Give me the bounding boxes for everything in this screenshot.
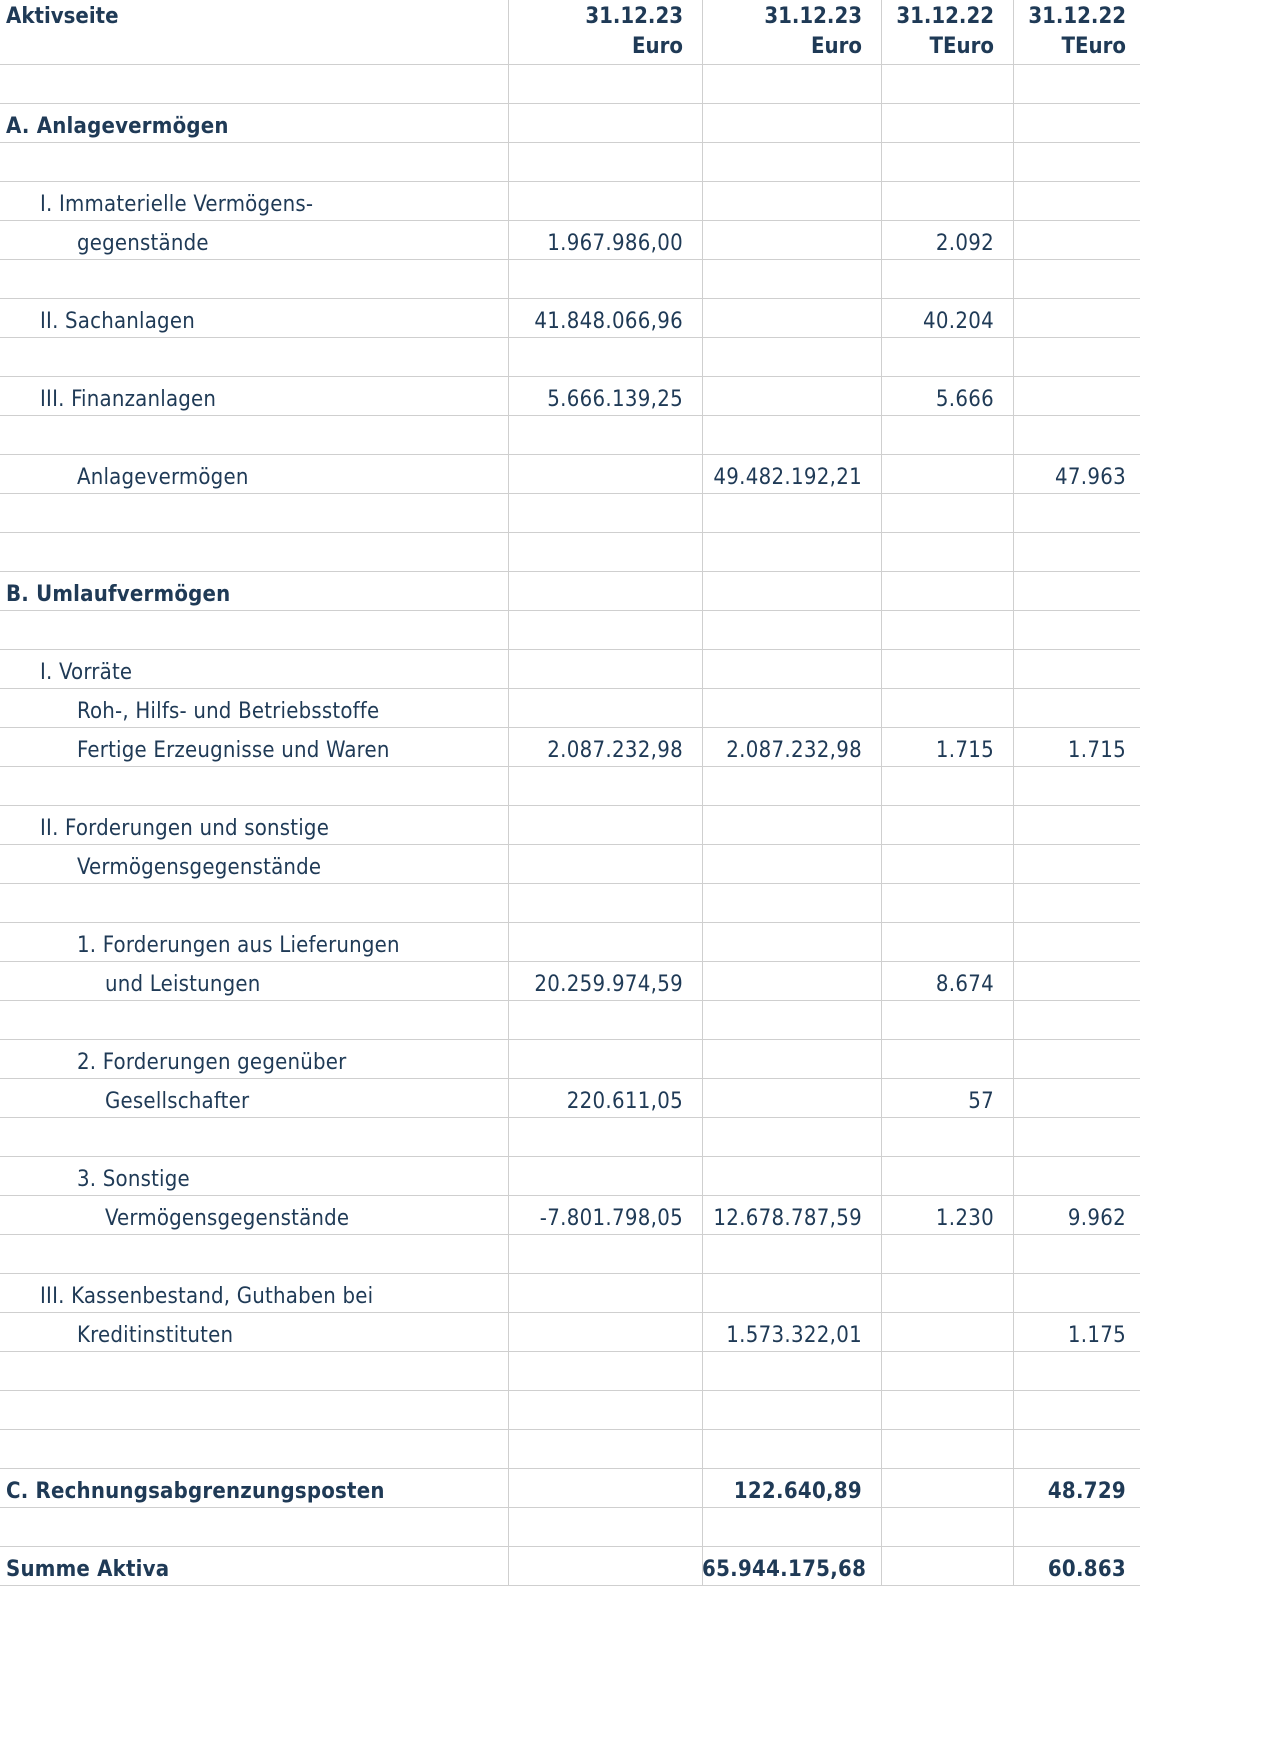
cell-value-col2: 1.573.322,01: [726, 1323, 862, 1348]
cell-value-col4: [1013, 923, 1126, 961]
cell-value-col4: [1013, 884, 1126, 922]
cell-value-col1: [508, 689, 683, 727]
cell-value-col2: [702, 1391, 862, 1429]
table-row: [0, 923, 1140, 962]
cell-value-col4: [1013, 689, 1126, 727]
cell-value-col4: [1013, 1274, 1126, 1312]
cell-value-col2: [702, 1508, 862, 1546]
cell-value-col2: [702, 650, 862, 688]
row-label: II. Forderungen und sonstige: [40, 816, 330, 841]
table-row: [0, 221, 1140, 260]
cell-value-col3: [881, 1157, 994, 1195]
cell-value-col2: [702, 1079, 862, 1117]
cell-value-col3: [881, 1118, 994, 1156]
cell-value-col1: [508, 104, 683, 142]
column-header-date: 31.12.22: [1028, 4, 1126, 29]
table-row: [0, 299, 1140, 338]
cell-value-col2: [702, 611, 862, 649]
cell-value-col4: [1013, 221, 1126, 259]
cell-value-col3: [881, 572, 994, 610]
row-label: III. Kassenbestand, Guthaben bei: [40, 1284, 374, 1309]
table-row: [0, 962, 1140, 1001]
cell-value-col2: [702, 884, 862, 922]
cell-value-col3: [881, 1040, 994, 1078]
cell-value-col2: [702, 1352, 862, 1390]
cell-value-col2: [702, 923, 862, 961]
cell-value-col3: 5.666: [935, 387, 994, 412]
table-row-spacer: [0, 1001, 1140, 1040]
cell-value-col4: [1013, 650, 1126, 688]
row-label: Roh-, Hilfs- und Betriebsstoffe: [77, 699, 380, 724]
table-row-spacer: [0, 1508, 1140, 1547]
cell-value-col3: [881, 1235, 994, 1273]
row-label: II. Sachanlagen: [40, 309, 195, 334]
cell-value-col4: [1013, 1430, 1126, 1468]
cell-value-col4: 9.962: [1067, 1206, 1126, 1231]
row-label: A. Anlagevermögen: [6, 114, 229, 139]
cell-value-col2: 49.482.192,21: [713, 465, 862, 490]
cell-value-col1: [508, 650, 683, 688]
cell-value-col4: 48.729: [1047, 1479, 1126, 1504]
row-label: Anlagevermögen: [77, 465, 249, 490]
table-row: [0, 572, 1140, 611]
cell-value-col4: [1013, 1040, 1126, 1078]
cell-value-col2: [702, 260, 862, 298]
table-row-spacer: [0, 494, 1140, 533]
table-row: [0, 377, 1140, 416]
cell-value-col3: [881, 533, 994, 571]
cell-value-col3: 1.230: [935, 1206, 994, 1231]
cell-value-col2: 12.678.787,59: [713, 1206, 862, 1231]
cell-value-col3: [881, 1274, 994, 1312]
cell-value-col4: [1013, 1391, 1126, 1429]
cell-value-col2: [702, 1040, 862, 1078]
cell-value-col4: [1013, 338, 1126, 376]
cell-value-col1: [508, 1352, 683, 1390]
cell-value-col4: [1013, 1235, 1126, 1273]
cell-value-col2: [702, 182, 862, 220]
cell-value-col1: 1.967.986,00: [547, 231, 683, 256]
column-header-1: [508, 2, 683, 62]
cell-value-col3: [881, 416, 994, 454]
cell-value-col2: [702, 572, 862, 610]
cell-value-col1: [508, 1274, 683, 1312]
cell-value-col4: [1013, 416, 1126, 454]
cell-value-col2: [702, 143, 862, 181]
cell-value-col1: [508, 182, 683, 220]
cell-value-col4: [1013, 572, 1126, 610]
cell-value-col4: [1013, 767, 1126, 805]
table-row-spacer: [0, 1391, 1140, 1430]
cell-value-col2: [702, 494, 862, 532]
cell-value-col3: [881, 1313, 994, 1351]
table-row: [0, 1469, 1140, 1508]
cell-value-col4: [1013, 1079, 1126, 1117]
cell-value-col1: [508, 1391, 683, 1429]
cell-value-col4: [1013, 1001, 1126, 1039]
cell-value-col1: [508, 416, 683, 454]
cell-value-col1: -7.801.798,05: [539, 1206, 683, 1231]
cell-value-col2: [702, 533, 862, 571]
column-header-4: [1013, 2, 1126, 62]
cell-value-col2: 65.944.175,68: [702, 1557, 867, 1582]
cell-value-col4: [1013, 299, 1126, 337]
cell-value-col3: [881, 689, 994, 727]
cell-value-col4: [1013, 65, 1126, 103]
cell-value-col3: [881, 767, 994, 805]
cell-value-col3: 1.715: [935, 738, 994, 763]
table-row-spacer: [0, 1430, 1140, 1469]
cell-value-col2: [702, 1235, 862, 1273]
cell-value-col4: [1013, 533, 1126, 571]
cell-value-col4: [1013, 962, 1126, 1000]
row-label: gegenstände: [77, 231, 209, 256]
column-header-2: [702, 2, 862, 62]
cell-value-col1: [508, 260, 683, 298]
table-row-spacer: [0, 416, 1140, 455]
row-label: C. Rechnungsabgrenzungsposten: [6, 1479, 385, 1504]
column-header-3: [881, 2, 994, 62]
cell-value-col1: [508, 1430, 683, 1468]
table-row: [0, 1274, 1140, 1313]
row-label: III. Finanzanlagen: [40, 387, 217, 412]
cell-value-col4: [1013, 143, 1126, 181]
row-label: 3. Sonstige: [77, 1167, 190, 1192]
table-row-spacer: [0, 884, 1140, 923]
cell-value-col2: [702, 416, 862, 454]
cell-value-col3: [881, 923, 994, 961]
row-label: Vermögensgegenstände: [77, 855, 322, 880]
cell-value-col2: [702, 806, 862, 844]
table-row-spacer: [0, 65, 1140, 104]
cell-value-col2: [702, 1430, 862, 1468]
cell-value-col1: [508, 611, 683, 649]
cell-value-col3: [881, 182, 994, 220]
cell-value-col3: 57: [968, 1089, 994, 1114]
cell-value-col1: [508, 845, 683, 883]
cell-value-col1: [508, 1118, 683, 1156]
table-row-spacer: [0, 260, 1140, 299]
column-header-date: 31.12.22: [896, 4, 994, 29]
cell-value-col1: [508, 338, 683, 376]
column-header-unit: Euro: [632, 34, 683, 59]
cell-value-col4: [1013, 260, 1126, 298]
table-title: Aktivseite: [6, 4, 119, 29]
cell-value-col4: [1013, 1508, 1126, 1546]
cell-value-col2: [702, 299, 862, 337]
cell-value-col1: [508, 1235, 683, 1273]
table-row: [0, 806, 1140, 845]
cell-value-col2: [702, 104, 862, 142]
cell-value-col3: [881, 65, 994, 103]
cell-value-col4: 47.963: [1054, 465, 1126, 490]
cell-value-col2: 2.087.232,98: [726, 738, 862, 763]
table-row-spacer: [0, 1352, 1140, 1391]
cell-value-col1: [508, 455, 683, 493]
cell-value-col2: [702, 1001, 862, 1039]
column-header-unit: TEuro: [1061, 34, 1126, 59]
cell-value-col1: [508, 923, 683, 961]
table-row: [0, 455, 1140, 494]
table-row: [0, 1547, 1140, 1586]
cell-value-col3: [881, 845, 994, 883]
cell-value-col1: [508, 533, 683, 571]
cell-value-col4: [1013, 494, 1126, 532]
column-header-unit: TEuro: [929, 34, 994, 59]
cell-value-col4: [1013, 377, 1126, 415]
cell-value-col3: [881, 884, 994, 922]
cell-value-col2: [702, 221, 862, 259]
cell-value-col3: [881, 1469, 994, 1507]
row-label: I. Immaterielle Vermögens-: [40, 192, 314, 217]
table-row: [0, 104, 1140, 143]
cell-value-col1: [508, 767, 683, 805]
row-label: 2. Forderungen gegenüber: [77, 1050, 347, 1075]
table-row: [0, 1157, 1140, 1196]
cell-value-col4: [1013, 1157, 1126, 1195]
table-row-spacer: [0, 143, 1140, 182]
table-row-spacer: [0, 338, 1140, 377]
cell-value-col3: 8.674: [935, 972, 994, 997]
cell-value-col3: [881, 338, 994, 376]
column-header-date: 31.12.23: [764, 4, 862, 29]
table-row: [0, 845, 1140, 884]
cell-value-col1: [508, 1313, 683, 1351]
row-label: Gesellschafter: [105, 1089, 250, 1114]
row-label: Fertige Erzeugnisse und Waren: [77, 738, 390, 763]
cell-value-col1: [508, 1157, 683, 1195]
cell-value-col3: [881, 806, 994, 844]
row-label: Summe Aktiva: [6, 1557, 170, 1582]
cell-value-col3: 2.092: [935, 231, 994, 256]
cell-value-col3: [881, 1547, 994, 1585]
cell-value-col3: [881, 1001, 994, 1039]
cell-value-col1: [508, 143, 683, 181]
column-header-date: 31.12.23: [585, 4, 683, 29]
cell-value-col2: [702, 338, 862, 376]
row-label: Vermögensgegenstände: [105, 1206, 350, 1231]
cell-value-col3: [881, 260, 994, 298]
row-label: Kreditinstituten: [77, 1323, 234, 1348]
cell-value-col2: [702, 65, 862, 103]
cell-value-col2: [702, 377, 862, 415]
cell-value-col4: 1.715: [1067, 738, 1126, 763]
cell-value-col1: 20.259.974,59: [534, 972, 683, 997]
cell-value-col2: [702, 1274, 862, 1312]
cell-value-col4: [1013, 182, 1126, 220]
cell-value-col1: [508, 1508, 683, 1546]
cell-value-col3: [881, 611, 994, 649]
cell-value-col1: [508, 1469, 683, 1507]
cell-value-col3: [881, 494, 994, 532]
cell-value-col3: [881, 1391, 994, 1429]
cell-value-col1: [508, 65, 683, 103]
cell-value-col4: [1013, 806, 1126, 844]
row-label: I. Vorräte: [40, 660, 133, 685]
row-label: B. Umlaufvermögen: [6, 582, 231, 607]
cell-value-col4: [1013, 611, 1126, 649]
table-row-spacer: [0, 533, 1140, 572]
table-row: [0, 1313, 1140, 1352]
cell-value-col3: [881, 1508, 994, 1546]
cell-value-col1: 5.666.139,25: [547, 387, 683, 412]
table-body: [0, 65, 1140, 1586]
cell-value-col2: 122.640,89: [733, 1479, 862, 1504]
table-row-spacer: [0, 1118, 1140, 1157]
table-row: [0, 689, 1140, 728]
table-row: [0, 1079, 1140, 1118]
cell-value-col3: [881, 455, 994, 493]
cell-value-col3: [881, 1352, 994, 1390]
table-row-spacer: [0, 611, 1140, 650]
table-row: [0, 1196, 1140, 1235]
cell-value-col2: [702, 845, 862, 883]
cell-value-col2: [702, 1157, 862, 1195]
cell-value-col3: [881, 650, 994, 688]
cell-value-col2: [702, 1118, 862, 1156]
row-label: und Leistungen: [105, 972, 261, 997]
cell-value-col4: [1013, 1118, 1126, 1156]
table-row: [0, 182, 1140, 221]
cell-value-col4: [1013, 845, 1126, 883]
cell-value-col3: 40.204: [922, 309, 994, 334]
table-row-spacer: [0, 767, 1140, 806]
cell-value-col2: [702, 689, 862, 727]
cell-value-col1: [508, 806, 683, 844]
cell-value-col3: [881, 104, 994, 142]
table-header: [0, 0, 1140, 65]
cell-value-col1: 41.848.066,96: [534, 309, 683, 334]
table-row: [0, 1040, 1140, 1079]
cell-value-col1: 2.087.232,98: [547, 738, 683, 763]
cell-value-col4: 60.863: [1047, 1557, 1126, 1582]
cell-value-col4: [1013, 1352, 1126, 1390]
cell-value-col1: 220.611,05: [566, 1089, 683, 1114]
cell-value-col1: [508, 494, 683, 532]
cell-value-col1: [508, 1547, 683, 1585]
cell-value-col1: [508, 1040, 683, 1078]
cell-value-col2: [702, 962, 862, 1000]
cell-value-col4: [1013, 104, 1126, 142]
column-header-unit: Euro: [811, 34, 862, 59]
cell-value-col1: [508, 1001, 683, 1039]
cell-value-col1: [508, 884, 683, 922]
cell-value-col4: 1.175: [1067, 1323, 1126, 1348]
table-row: [0, 650, 1140, 689]
table-row: [0, 728, 1140, 767]
cell-value-col2: [702, 767, 862, 805]
table-row-spacer: [0, 1235, 1140, 1274]
row-label: 1. Forderungen aus Lieferungen: [77, 933, 400, 958]
cell-value-col1: [508, 572, 683, 610]
cell-value-col3: [881, 143, 994, 181]
cell-value-col3: [881, 1430, 994, 1468]
